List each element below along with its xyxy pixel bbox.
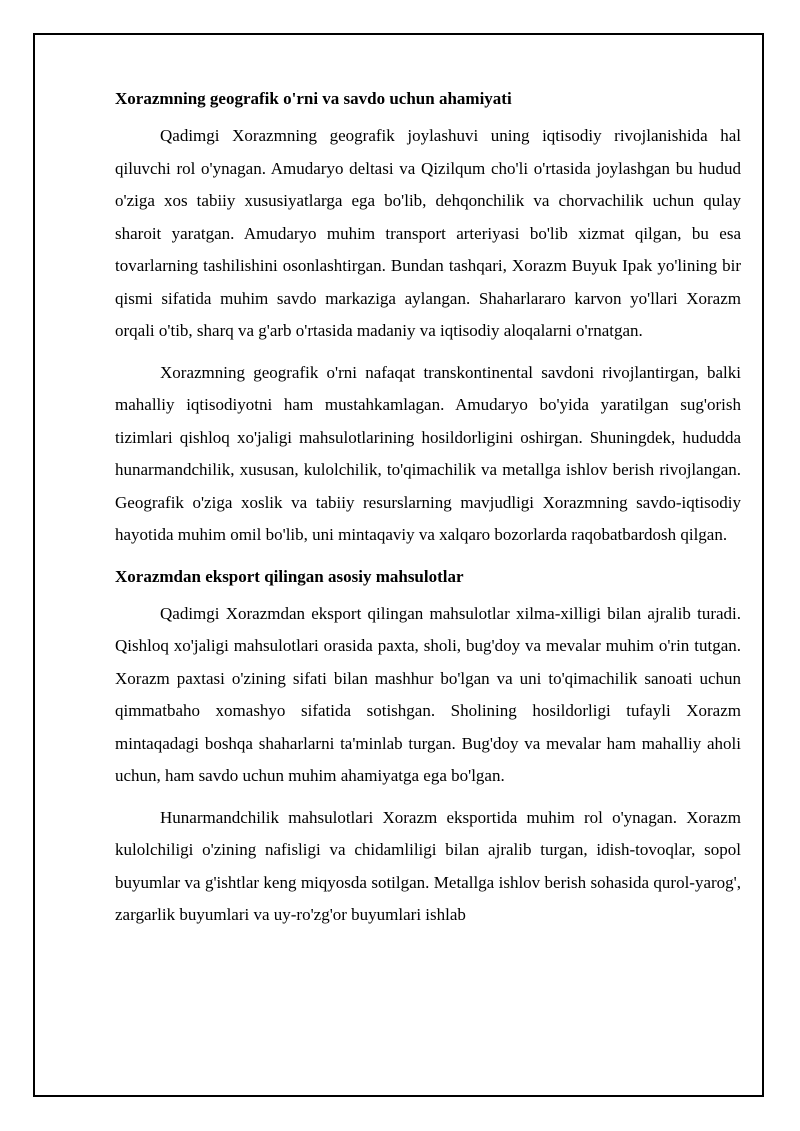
paragraph: Xorazmning geografik o'rni nafaqat transkontinental savdoni rivojlantirgan, balki mahalliy iqtisodiyotni ham mustahkamlagan. Amudaryo bo'yida yaratilgan sug'orish tizimlari qishloq xo'jaligi mahsulotlarining hosildorligini oshirgan. Shuningdek, hududda hunarmandchilik, xususan, kulolchilik, to'qimachilik va metallga ishlov berish rivojlangan. Geografik o'ziga xoslik va tabiiy resurslarning mavjudligi Xorazmning savdo-iqtisodiy hayotida muhim omil bo'lib, uni mintaqaviy va xalqaro bozorlarda raqobatbardosh qilgan. [115, 362, 741, 544]
paragraph: Qadimgi Xorazmning geografik joylashuvi uning iqtisodiy rivojlanishida hal qiluvchi rol o'ynagan. Amudaryo deltasi va Qizilqum cho'li o'rtasida joylashgan bu hudud o'ziga xos tabiiy xususiyatlarga ega bo'lib, dehqonchilik va chorvachilik uchun qulay sharoit yaratgan. Amudaryo muhim transport arteriyasi bo'lib xizmat qilgan, bu esa tovarlarning tashilishini osonlashtirgan. Bundan tashqari, Xorazm Buyuk Ipak yo'lining bir qismi sifatida muhim savdo markaziga aylangan. Shaharlararo karvon yo'llari Xorazm orqali o'tib, sharq va g'arb o'rtasida madaniy va iqtisodiy aloqalarni o'rnatgan. [115, 126, 741, 340]
paragraph: Qadimgi Xorazmdan eksport qilingan mahsulotlar xilma-xilligi bilan ajralib turadi. Qishloq xo'jaligi mahsulotlari orasida paxta, sholi, bug'doy va mevalar muhim o'rin tutgan. Xorazm paxtasi o'zining sifati bilan mashhur bo'lgan va uni to'qimachilik sanoati uchun qimmatbaho xomashyo sifatida sotishgan. Sholining hosildorligi tufayli Xorazm mintaqadagi boshqa shaharlarni ta'minlab turgan. Bug'doy va mevalar ham mahalliy aholi uchun, ham savdo uchun muhim ahamiyatga ega bo'lgan. [115, 603, 741, 785]
paragraph: Hunarmandchilik mahsulotlari Xorazm eksportida muhim rol o'ynagan. Xorazm kulolchiligi o'zining nafisligi va chidamliligi bilan ajralib turgan, idish-tovoqlar, sopol buyumlar va g'ishtlar keng miqyosda sotilgan. Metallga ishlov berish sohasida qurol-yarog', zargarlik buyumlari va uy-ro'zg'or buyumlari ishlab [115, 807, 741, 924]
document-body [115, 84, 741, 941]
section-heading-geography: Xorazmning geografik o'rni va savdo uchun ahamiyati [115, 89, 512, 108]
section-heading-exports: Xorazmdan eksport qilingan asosiy mahsulotlar [115, 566, 464, 586]
